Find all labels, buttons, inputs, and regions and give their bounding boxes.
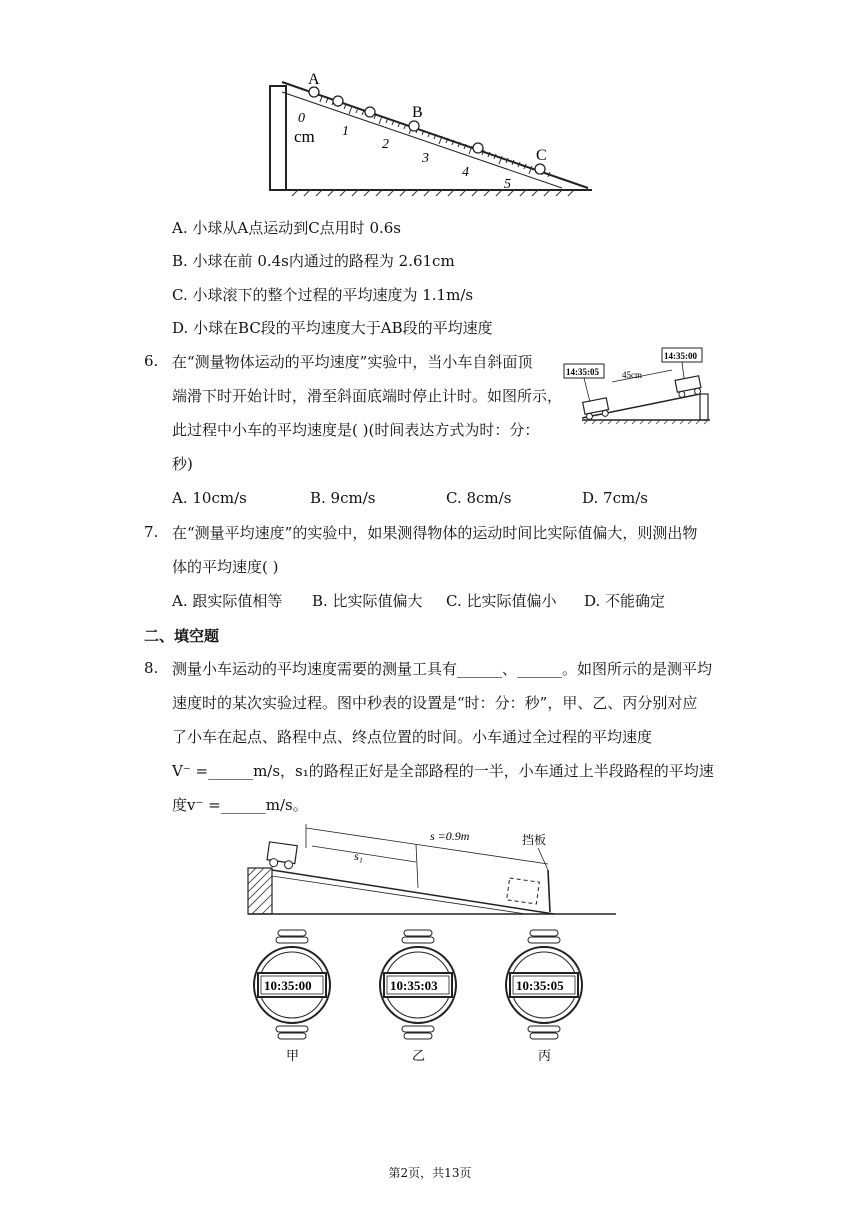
q6-option-b: B. 9cm/s — [310, 489, 376, 507]
q5-option-a: A. 小球从A点运动到C点用时 0.6s — [172, 219, 402, 237]
q8-line: 了小车在起点、路程中点、终点位置的时间。小车通过全过程的平均速度 — [172, 728, 653, 746]
q6-line: 端滑下时开始计时，滑至斜面底端时停止计时。如图所示， — [172, 387, 563, 405]
scale-4: 4 — [462, 165, 469, 180]
q6-option-a: A. 10cm/s — [172, 489, 247, 507]
distance-label: 45cm — [622, 370, 642, 380]
q8-incline-stopwatch-figure — [236, 818, 622, 1068]
segment-label: s₁ — [354, 849, 363, 863]
q5-option-b: B. 小球在前 0.4s内通过的路程为 2.61cm — [172, 252, 455, 270]
stopwatch-jia-label: 甲 — [286, 1048, 300, 1063]
q6-option-d: D. 7cm/s — [582, 489, 648, 507]
unit-label: cm — [294, 127, 315, 146]
scale-1: 1 — [342, 124, 349, 139]
q7-option-a: A. 跟实际值相等 — [172, 592, 283, 610]
ball — [333, 96, 343, 106]
clock-top-time: 14:35:00 — [664, 351, 697, 361]
ball-b — [409, 121, 419, 131]
q6-number: 6. — [144, 352, 159, 370]
stopwatch-yi-time: 10:35:03 — [390, 978, 438, 993]
scale-3: 3 — [422, 151, 429, 166]
label-c: C — [536, 147, 547, 164]
q7-line: 体的平均速度( ) — [172, 558, 279, 576]
barrier — [548, 870, 550, 912]
q8-line: 速度时的某次实验过程。图中秒表的设置是“时：分：秒”，甲、乙、丙分别对应 — [172, 694, 698, 712]
ball-c — [535, 164, 545, 174]
section-title: 二、填空题 — [144, 627, 220, 645]
cart — [266, 842, 297, 870]
stopwatch-jia — [254, 930, 330, 1063]
cart-top — [675, 376, 702, 398]
stopwatch-bing-label: 丙 — [538, 1048, 552, 1063]
label-b: B — [412, 104, 423, 121]
barrier-label: 挡板 — [522, 833, 547, 847]
label-a: A — [308, 71, 320, 88]
stopwatch-jia-time: 10:35:00 — [264, 978, 312, 993]
q7-option-b: B. 比实际值偏大 — [312, 592, 423, 610]
q6-cart-figure — [560, 344, 716, 434]
q7-line: 在“测量平均速度”的实验中，如果测得物体的运动时间比实际值偏大，则测出物 — [172, 524, 698, 542]
q7-option-c: C. 比实际值偏小 — [446, 592, 557, 610]
q5-option-c: C. 小球滚下的整个过程的平均速度为 1.1m/s — [172, 286, 474, 304]
cart-bottom — [583, 398, 610, 420]
scale-2: 2 — [382, 137, 389, 152]
q6-line: 在“测量物体运动的平均速度”实验中，当小车自斜面顶 — [172, 353, 533, 371]
ball-a — [309, 87, 319, 97]
page-footer: 第2页，共13页 — [388, 1166, 472, 1180]
stopwatch-yi-label: 乙 — [412, 1048, 426, 1063]
q5-option-d: D. 小球在BC段的平均速度大于AB段的平均速度 — [172, 319, 493, 337]
cart-end-dashed — [507, 878, 540, 904]
ball — [473, 143, 483, 153]
incline — [272, 870, 554, 914]
q7-number: 7. — [144, 523, 159, 541]
distance-label: s =0.9m — [430, 829, 470, 843]
q8-number: 8. — [144, 659, 159, 677]
scale-5: 5 — [504, 177, 511, 192]
q8-line: 测量小车运动的平均速度需要的测量工具有______、______。如图所示的是测平均 — [172, 660, 713, 678]
scale-0: 0 — [298, 111, 305, 126]
clock-bottom-time: 14:35:05 — [566, 367, 599, 377]
ramp-ruler-figure — [262, 62, 602, 202]
q8-line: V⁻ =______m/s，s₁的路程正好是全部路程的一半，小车通过上半段路程的平均速 — [172, 762, 714, 780]
stopwatch-bing — [506, 930, 582, 1063]
ball — [365, 107, 375, 117]
q8-line: 度v⁻ =______m/s。 — [172, 796, 308, 814]
q6-line: 秒) — [172, 455, 193, 473]
stopwatch-bing-time: 10:35:05 — [516, 978, 564, 993]
q7-option-d: D. 不能确定 — [584, 592, 666, 610]
q6-line: 此过程中小车的平均速度是( )(时间表达方式为时：分： — [172, 421, 540, 439]
q6-option-c: C. 8cm/s — [446, 489, 512, 507]
stopwatch-yi — [380, 930, 456, 1063]
wall-post — [270, 86, 286, 190]
